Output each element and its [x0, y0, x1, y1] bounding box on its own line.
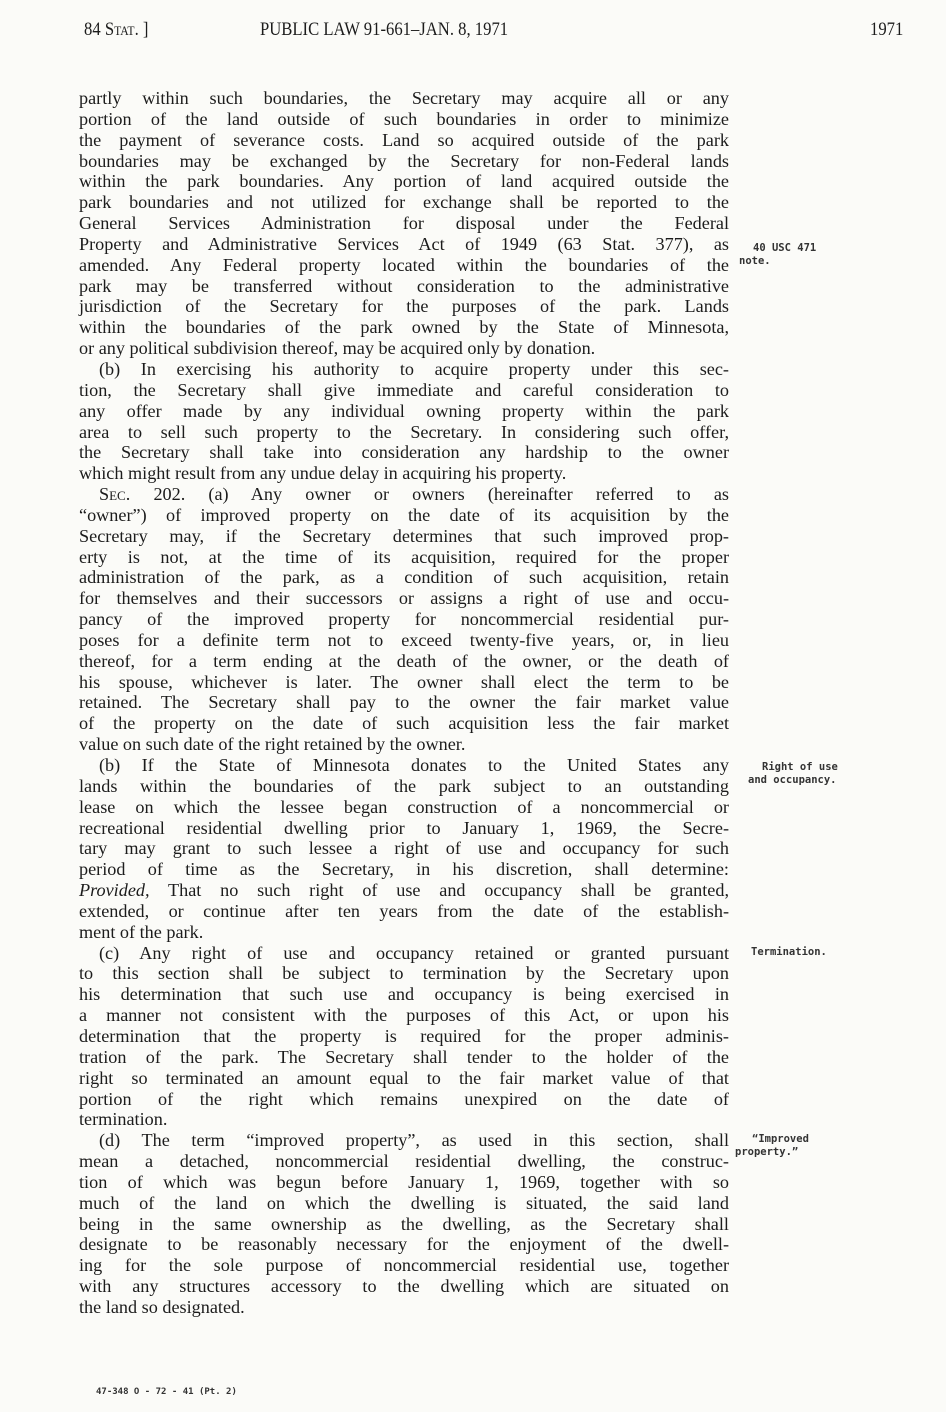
- text-line: being in the same ownership as the dwelling, as the Secretary shall: [79, 1213, 729, 1234]
- margin-note-line: “Improved: [752, 1133, 809, 1145]
- margin-note-line: note.: [739, 255, 771, 267]
- text-line: retained. The Secretary shall pay to the owner the fair market value: [79, 692, 729, 713]
- text-line: boundaries may be exchanged by the Secretary for non-Federal lands: [79, 150, 729, 171]
- text-line: mean a detached, noncommercial residential dwelling, the construc-: [79, 1151, 729, 1172]
- text-line: much of the land on which the dwelling is situated, the said land: [79, 1192, 729, 1213]
- text-line: his determination that such use and occupancy is being exercised in: [79, 984, 729, 1005]
- text-line: erty is not, at the time of its acquisition, required for the proper: [79, 546, 729, 567]
- text-line: “owner”) of improved property on the date of its acquisition by the: [79, 504, 729, 525]
- paragraph: [79, 1130, 729, 1318]
- text-line: Property and Administrative Services Act of 1949 (63 Stat. 377), as: [79, 233, 729, 254]
- margin-note-usc: [739, 242, 817, 268]
- text-line: for themselves and their successors or assigns a right of use and occu-: [79, 588, 729, 609]
- margin-note-line: Right of use: [762, 761, 838, 773]
- body-text: [79, 88, 729, 1318]
- text-line: area to sell such property to the Secretary. In considering such offer,: [79, 421, 729, 442]
- text-line: determination that the property is required for the proper adminis-: [79, 1025, 729, 1046]
- paragraph: [79, 88, 729, 359]
- text-line: the land so designated.: [79, 1296, 245, 1317]
- text-line: park may be transferred without consideration to the administrative: [79, 275, 729, 296]
- text-line: value on such date of the right retained by the owner.: [79, 734, 466, 755]
- text-line: portion of the land outside of such boundaries in order to minimize: [79, 108, 729, 129]
- text-line: (b) If the State of Minnesota donates to the United States any: [99, 755, 729, 775]
- text-line: ment of the park.: [79, 921, 204, 942]
- text-line: Provided, That no such right of use and occupancy shall be granted,: [79, 880, 729, 901]
- text-line: tary may grant to such lessee a right of use and occupancy for such: [79, 838, 729, 859]
- text-line: termination.: [79, 1109, 168, 1130]
- footer-print-code: 47-348 O - 72 - 41 (Pt. 2): [96, 1387, 237, 1397]
- text-line: extended, or continue after ten years from the date of the establish-: [79, 900, 729, 921]
- text-line: portion of the right which remains unexpired on the date of: [79, 1088, 729, 1109]
- header-title: PUBLIC LAW 91-661–JAN. 8, 1971: [260, 20, 509, 40]
- margin-note-line: and occupancy.: [748, 774, 837, 786]
- text-line: administration of the park, as a condition of such acquisition, retain: [79, 567, 729, 588]
- text-line: recreational residential dwelling prior to January 1, 1969, the Secre-: [79, 817, 729, 838]
- text-line: Secretary may, if the Secretary determines that such improved prop-: [79, 525, 729, 546]
- text-line: ing for the sole purpose of noncommercial residential use, together: [79, 1255, 729, 1276]
- text-line: (c) Any right of use and occupancy retained or granted pursuant: [99, 942, 729, 963]
- text-line: lands within the boundaries of the park subject to an outstanding: [79, 775, 729, 796]
- text-line: partly within such boundaries, the Secretary may acquire all or any: [79, 88, 729, 108]
- text-line: right so terminated an amount equal to the fair market value of that: [79, 1067, 729, 1088]
- header-page-number: 1971: [870, 20, 904, 40]
- margin-note-line: Termination.: [751, 946, 827, 958]
- text-line: (d) The term “improved property”, as used in this section, shall: [99, 1130, 729, 1151]
- text-line: the payment of severance costs. Land so acquired outside of the park: [79, 129, 729, 150]
- text-line: a manner not consistent with the purposes of this Act, or upon his: [79, 1005, 729, 1026]
- text-line: lease on which the lessee began construction of a noncommercial or: [79, 796, 729, 817]
- text-line: poses for a definite term not to exceed twenty-five years, or, in lieu: [79, 629, 729, 650]
- text-line: park boundaries and not utilized for exchange shall be reported to the: [79, 192, 729, 213]
- text-line: amended. Any Federal property located within the boundaries of the: [79, 254, 729, 275]
- text-line: tration of the park. The Secretary shall tender to the holder of the: [79, 1046, 729, 1067]
- margin-note-right-of-use: [748, 761, 838, 787]
- text-line: (b) In exercising his authority to acquire property under this sec-: [99, 358, 729, 379]
- text-line: within the boundaries of the park owned by the State of Minnesota,: [79, 317, 729, 338]
- text-line: which might result from any undue delay in acquiring his property.: [79, 463, 567, 484]
- text-line: pancy of the improved property for noncommercial residential pur-: [79, 609, 729, 630]
- margin-note-termination: [751, 946, 827, 959]
- text-line: period of time as the Secretary, in his discretion, shall determine:: [79, 859, 729, 880]
- text-line: tion, the Secretary shall give immediate and careful consideration to: [79, 379, 729, 400]
- paragraph: [79, 484, 729, 755]
- text-line: to this section shall be subject to termination by the Secretary upon: [79, 963, 729, 984]
- margin-note-line: 40 USC 471: [753, 242, 817, 254]
- text-line: within the park boundaries. Any portion of land acquired outside the: [79, 171, 729, 192]
- text-line: or any political subdivision thereof, may be acquired only by donation.: [79, 338, 596, 359]
- paragraph: [79, 755, 729, 943]
- header-statute-ref: 84 Stat. ]: [84, 20, 149, 40]
- paragraph: [79, 943, 729, 1131]
- text-line: tion of which was begun before January 1, 1969, together with so: [79, 1171, 729, 1192]
- margin-note-improved-property: [735, 1133, 809, 1159]
- text-line: General Services Administration for disposal under the Federal: [79, 213, 729, 234]
- text-line: his spouse, whichever is later. The owner shall elect the term to be: [79, 671, 729, 692]
- text-line: of the property on the date of such acquisition less the fair market: [79, 713, 729, 734]
- text-line: Sec. 202. (a) Any owner or owners (hereinafter referred to as: [99, 484, 729, 505]
- text-line: the Secretary shall take into consideration any hardship to the owner: [79, 442, 729, 463]
- paragraph: [79, 359, 729, 484]
- margin-note-line: property.”: [735, 1146, 799, 1158]
- text-line: any offer made by any individual owning property within the park: [79, 400, 729, 421]
- text-line: jurisdiction of the Secretary for the purposes of the park. Lands: [79, 296, 729, 317]
- text-line: thereof, for a term ending at the death of the owner, or the death of: [79, 650, 729, 671]
- text-line: with any structures accessory to the dwelling which are situated on: [79, 1276, 729, 1297]
- text-line: designate to be reasonably necessary for the enjoyment of the dwell-: [79, 1234, 729, 1255]
